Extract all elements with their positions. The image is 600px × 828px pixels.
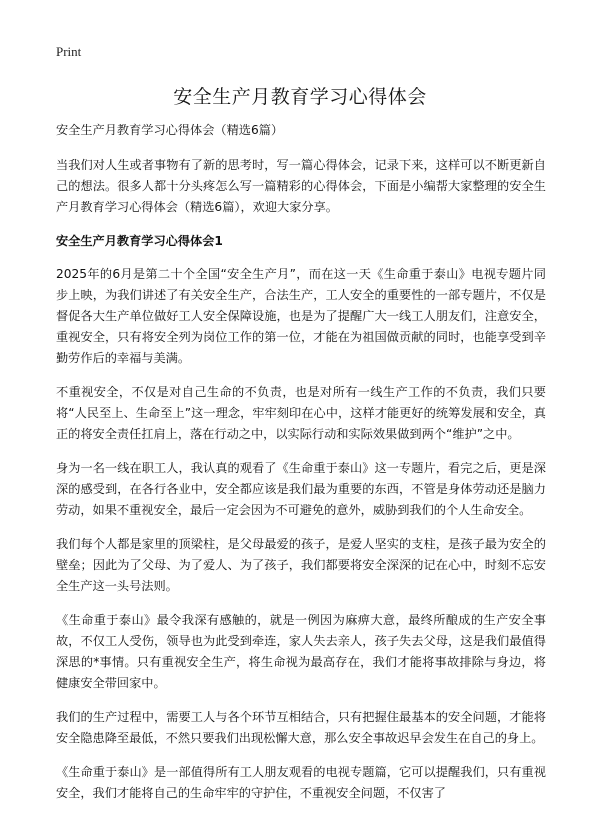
body-paragraph: 我们的生产过程中，需要工人与各个环节互相结合，只有把握住最基本的安全问题，才能将安全隐患降至最低，不然只要我们出现松懈大意，那么安全事故迟早会发生在自己的身上。	[56, 710, 546, 745]
article-subtitle: 安全生产月教育学习心得体会（精选6篇）	[56, 123, 284, 137]
body-paragraph: 2025年的6月是第二十个全国“安全生产月”，而在这一天《生命重于泰山》电视专题片同步上映，为我们讲述了有关安全生产，合法生产，工人安全的重要性的一部专题片，不仅是督促各大生产单位做好工人安全保障设施，也是为了提醒广大一线工人朋友们，注意安全，重视安全，只有将安全列为岗位工作的第一位，才能在为祖国做贡献的同时，也能享受到辛勤劳作后的幸福与美满。	[56, 267, 546, 365]
body-paragraph: 我们每个人都是家里的顶梁柱，是父母最爱的孩子，是爱人坚实的支柱，是孩子最为安全的壁垒；因此为了父母、为了爱人、为了孩子，我们都要将安全深深的记在心中，时刻不忘安全生产这一头号法则。	[56, 537, 546, 593]
print-link[interactable]: Print	[56, 44, 82, 59]
body-paragraph: 《生命重于泰山》最令我深有感触的，就是一例因为麻痹大意，最终所酿成的生产安全事故，不仅工人受伤，领导也为此受到牵连，家人失去亲人，孩子失去父母，这是我们最值得深思的*事情。只有重视安全生产，将生命视为最高存在，我们才能将事故排除与身边，将健康安全带回家中。	[56, 613, 546, 690]
intro-paragraph: 当我们对人生或者事物有了新的思考时，写一篇心得体会，记录下来，这样可以不断更新自己的想法。很多人都十分头疼怎么写一篇精彩的心得体会，下面是小编帮大家整理的安全生产月教育学习心得体会（精选6篇），欢迎大家分享。	[56, 158, 546, 214]
section-heading: 安全生产月教育学习心得体会1	[56, 234, 223, 248]
page-title: 安全生产月教育学习心得体会	[173, 86, 427, 108]
article-body	[56, 120, 546, 817]
body-paragraph: 不重视安全，不仅是对自己生命的不负责，也是对所有一线生产工作的不负责，我们只要将“人民至上、生命至上”这一理念，牢牢刻印在心中，这样才能更好的统筹发展和安全，真正的将安全责任扛肩上，落在行动之中，以实际行动和实际效果做到两个“维护”之中。	[56, 385, 546, 441]
body-paragraph: 《生命重于泰山》是一部值得所有工人朋友观看的电视专题篇，它可以提醒我们，只有重视安全，我们才能将自己的生命牢牢的守护住，不重视安全问题，不仅害了	[56, 765, 546, 800]
body-paragraph: 身为一名一线在职工人，我认真的观看了《生命重于泰山》这一专题片，看完之后，更是深深的感受到，在各行各业中，安全都应该是我们最为重要的东西，不管是身体劳动还是脑力劳动，如果不重视安全，最后一定会因为不可避免的意外，威胁到我们的个人生命安全。	[56, 461, 546, 517]
